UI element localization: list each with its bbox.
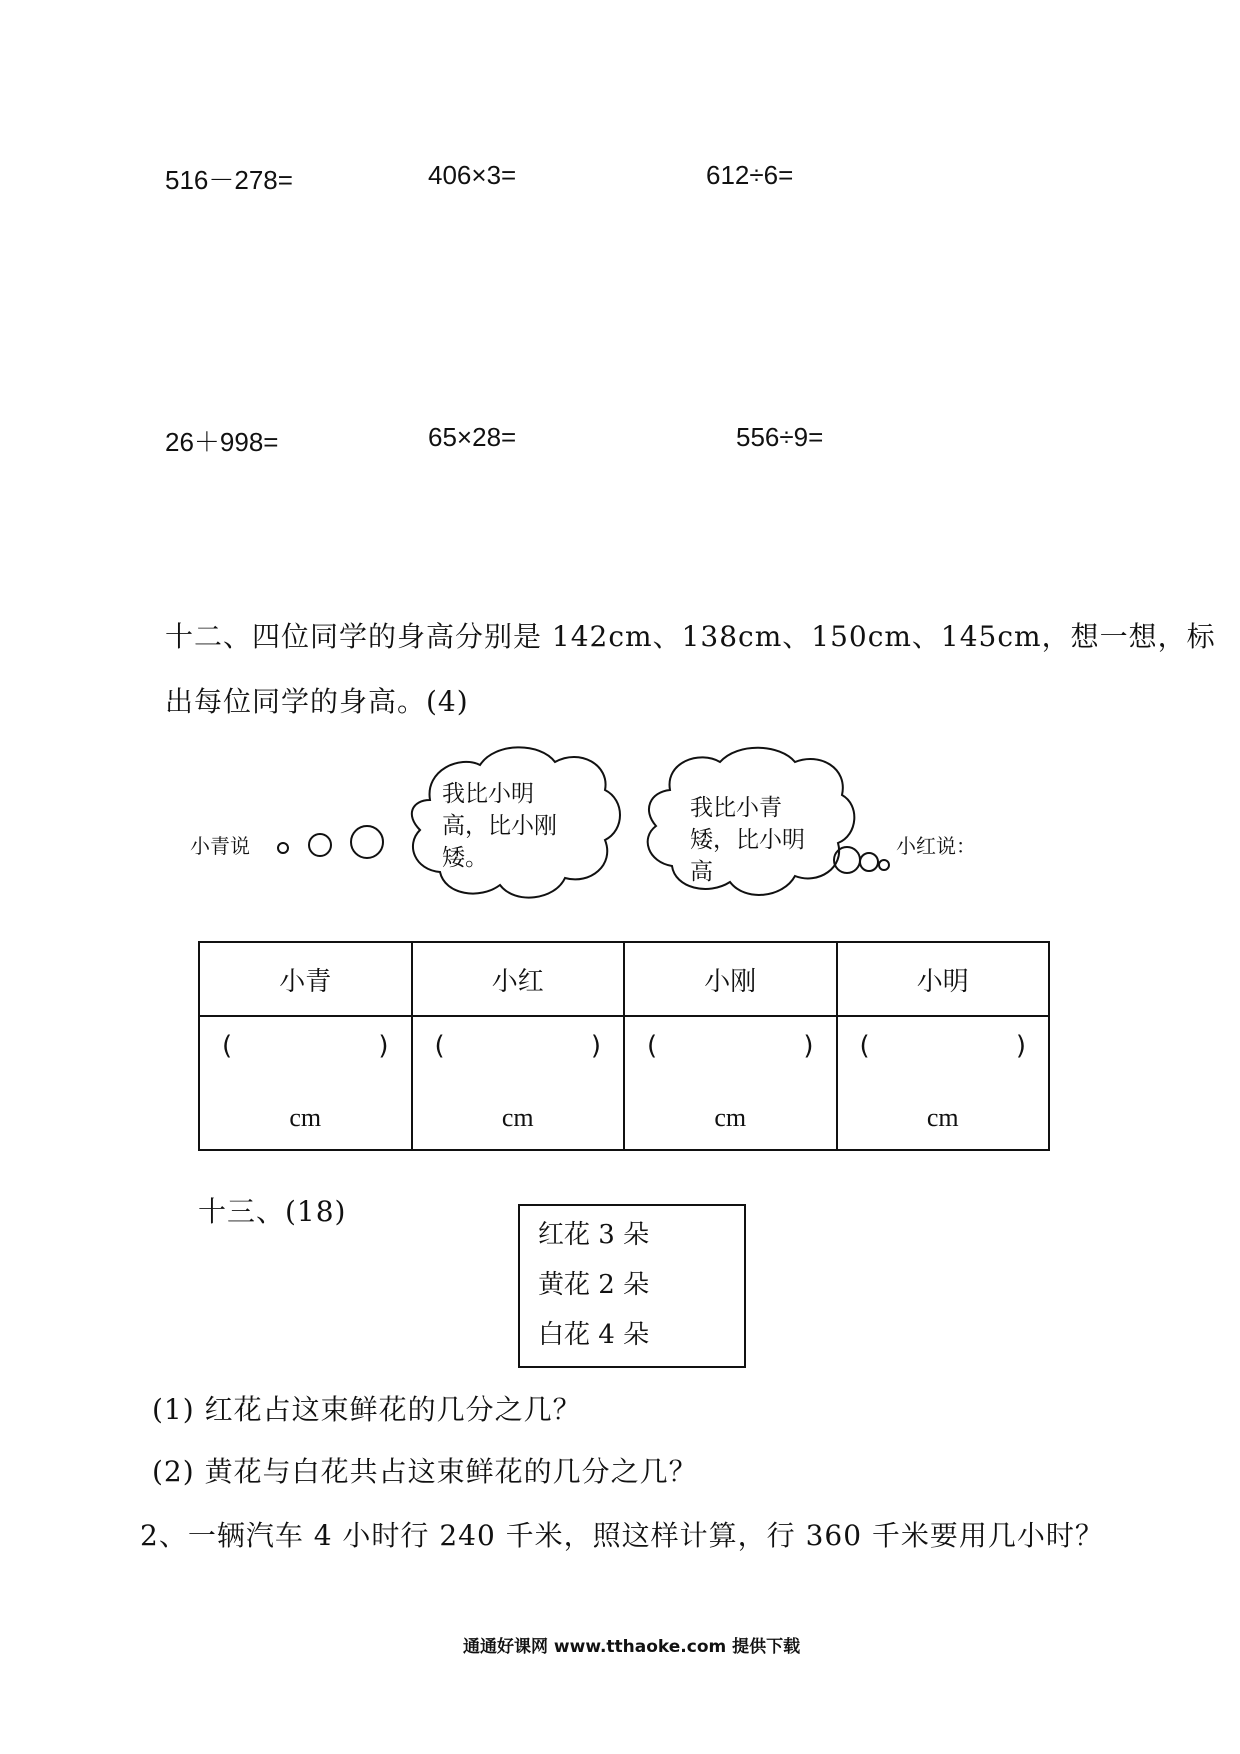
unit-label: cm	[714, 1103, 747, 1132]
section12-line2: 出每位同学的身高。(4)	[165, 685, 469, 718]
paren-open: (	[222, 1031, 233, 1061]
calc-1-1: 516－278=	[165, 165, 293, 195]
flower-white: 白花 4 朵	[538, 1320, 650, 1350]
height-cell-xiaogang[interactable]	[624, 1016, 837, 1150]
section13-question-1: (1) 红花占这束鲜花的几分之几？	[152, 1393, 582, 1426]
paren-close: )	[378, 1031, 389, 1061]
xiaohong-label: 小红说：	[896, 834, 976, 858]
paren-open: (	[647, 1031, 658, 1061]
problem-2: 2、一辆汽车 4 小时行 240 千米，照这样计算，行 360 千米要用几小时？	[140, 1519, 1104, 1552]
thought-bubbles	[0, 730, 1240, 930]
unit-label: cm	[289, 1103, 322, 1132]
footer-source: 通通好课网 www.tthaoke.com 提供下载	[463, 1637, 801, 1657]
header-xiaogang: 小刚	[624, 942, 837, 1016]
thought-dot-small-r	[879, 860, 889, 870]
unit-label: cm	[501, 1103, 534, 1132]
paren-close: )	[1015, 1031, 1026, 1061]
height-cell-xiaoqing[interactable]	[199, 1016, 412, 1150]
xiaoqing-bubble-text: 我比小明高，比小刚矮。	[442, 781, 557, 871]
calc-2-2: 65×28=	[428, 422, 517, 452]
thought-dot-small	[278, 843, 288, 853]
paren-open: (	[859, 1031, 870, 1061]
thought-dot-medium	[309, 834, 331, 856]
heights-table	[198, 941, 1050, 1151]
header-xiaohong: 小红	[412, 942, 625, 1016]
xiaoqing-label: 小青说	[190, 834, 250, 858]
xiaohong-bubble-text: 我比小青矮，比小明高	[690, 795, 805, 884]
header-xiaoqing: 小青	[199, 942, 412, 1016]
calc-1-3: 612÷6=	[706, 160, 794, 190]
unit-label: cm	[926, 1103, 959, 1132]
header-xiaoming: 小明	[837, 942, 1050, 1016]
flower-red: 红花 3 朵	[538, 1220, 650, 1250]
calc-2-3: 556÷9=	[736, 422, 824, 452]
thought-dot-medium-r	[860, 853, 878, 871]
paren-open: (	[434, 1031, 445, 1061]
calc-1-2: 406×3=	[428, 160, 517, 190]
calc-2-1: 26＋998=	[165, 427, 279, 457]
paren-close: )	[803, 1031, 814, 1061]
height-cell-xiaohong[interactable]	[412, 1016, 625, 1150]
height-cell-xiaoming[interactable]	[837, 1016, 1050, 1150]
section13-title: 十三、(18)	[198, 1195, 347, 1228]
flower-list-box	[518, 1204, 746, 1368]
section13-question-2: (2) 黄花与白花共占这束鲜花的几分之几？	[152, 1455, 698, 1488]
paren-close: )	[590, 1031, 601, 1061]
flower-yellow: 黄花 2 朵	[538, 1270, 650, 1300]
section12-line1: 十二、四位同学的身高分别是 142cm、138cm、150cm、145cm，想一想，标	[165, 620, 1216, 653]
thought-dot-large	[351, 826, 383, 858]
